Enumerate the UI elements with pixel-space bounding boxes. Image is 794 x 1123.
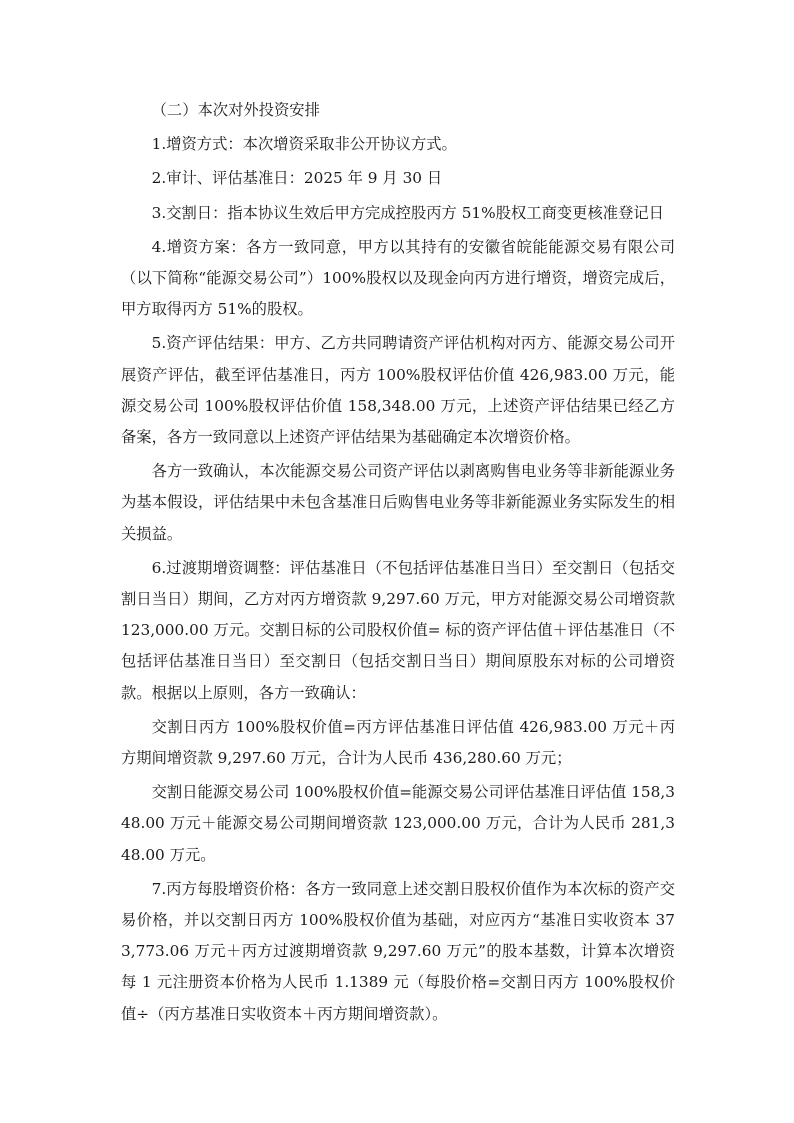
paragraph-energy-trading-equity-value: 交割日能源交易公司 100%股权价值=能源交易公司评估基准日评估值 158,348.00 万元＋能源交易公司期间增资款 123,000.00 万元，合计为人民币 281,348.00 万元。 (121, 783, 675, 864)
paragraph-transition-adjustment: 6.过渡期增资调整：评估基准日（不包括评估基准日当日）至交割日（包括交割日当日）期间，乙方对丙方增资款 9,297.60 万元，甲方对能源交易公司增资款 123,000.00 万元。交割日标的公司股权价值= 标的资产评估值＋评估基准日（不包括评估基准日当日）至交割日（包括交割日当日）期间原股东对标的公司增资款。根据以上原则，各方一致确认： (121, 558, 675, 702)
paragraph-base-date: 2.审计、评估基准日：2025 年 9 月 30 日 (151, 169, 443, 188)
paragraph-party-c-equity-value: 交割日丙方 100%股权价值=丙方评估基准日评估值 426,983.00 万元＋丙方期间增资款 9,297.60 万元，合计为人民币 436,280.60 万元； (121, 717, 675, 768)
section-heading: （二）本次对外投资安排 (151, 101, 320, 119)
paragraph-asset-valuation-result: 5.资产评估结果：甲方、乙方共同聘请资产评估机构对丙方、能源交易公司开展资产评估，截至评估基准日，丙方 100%股权评估价值 426,983.00 万元，能源交易公司 100%股权评估价值 158,348.00 万元，上述资产评估结果已经乙方备案，各方一致同意以上述资产评估结果为基础确定本次增资价格。 (121, 334, 675, 447)
document-page (121, 95, 675, 1033)
paragraph-delivery-date: 3.交割日：指本协议生效后甲方完成控股丙方 51%股权工商变更核准登记日 (151, 203, 664, 222)
paragraph-valuation-assumption: 各方一致确认，本次能源交易公司资产评估以剥离购售电业务等非新能源业务为基本假设，评估结果中未包含基准日后购售电业务等非新能源业务实际发生的相关损益。 (121, 462, 675, 543)
paragraph-capital-increase-method: 1.增资方式：本次增资采取非公开协议方式。 (151, 135, 457, 154)
paragraph-capital-increase-plan: 4.增资方案：各方一致同意，甲方以其持有的安徽省皖能能源交易有限公司（以下简称“能源交易公司”）100%股权以及现金向丙方进行增资，增资完成后，甲方取得丙方 51%的股权。 (121, 237, 675, 319)
paragraph-share-price: 7.丙方每股增资价格：各方一致同意上述交割日股权价值作为本次标的资产交易价格，并以交割日丙方 100%股权价值为基础，对应丙方“基准日实收资本 373,773.06 万元＋丙方过渡期增资款 9,297.60 万元”的股本基数，计算本次增资每 1 元注册资本价格为人民币 1.1389 元（每股价格=交割日丙方 100%股权价值÷（丙方基准日实收资本＋丙方期间增资款）。 (121, 879, 675, 1023)
